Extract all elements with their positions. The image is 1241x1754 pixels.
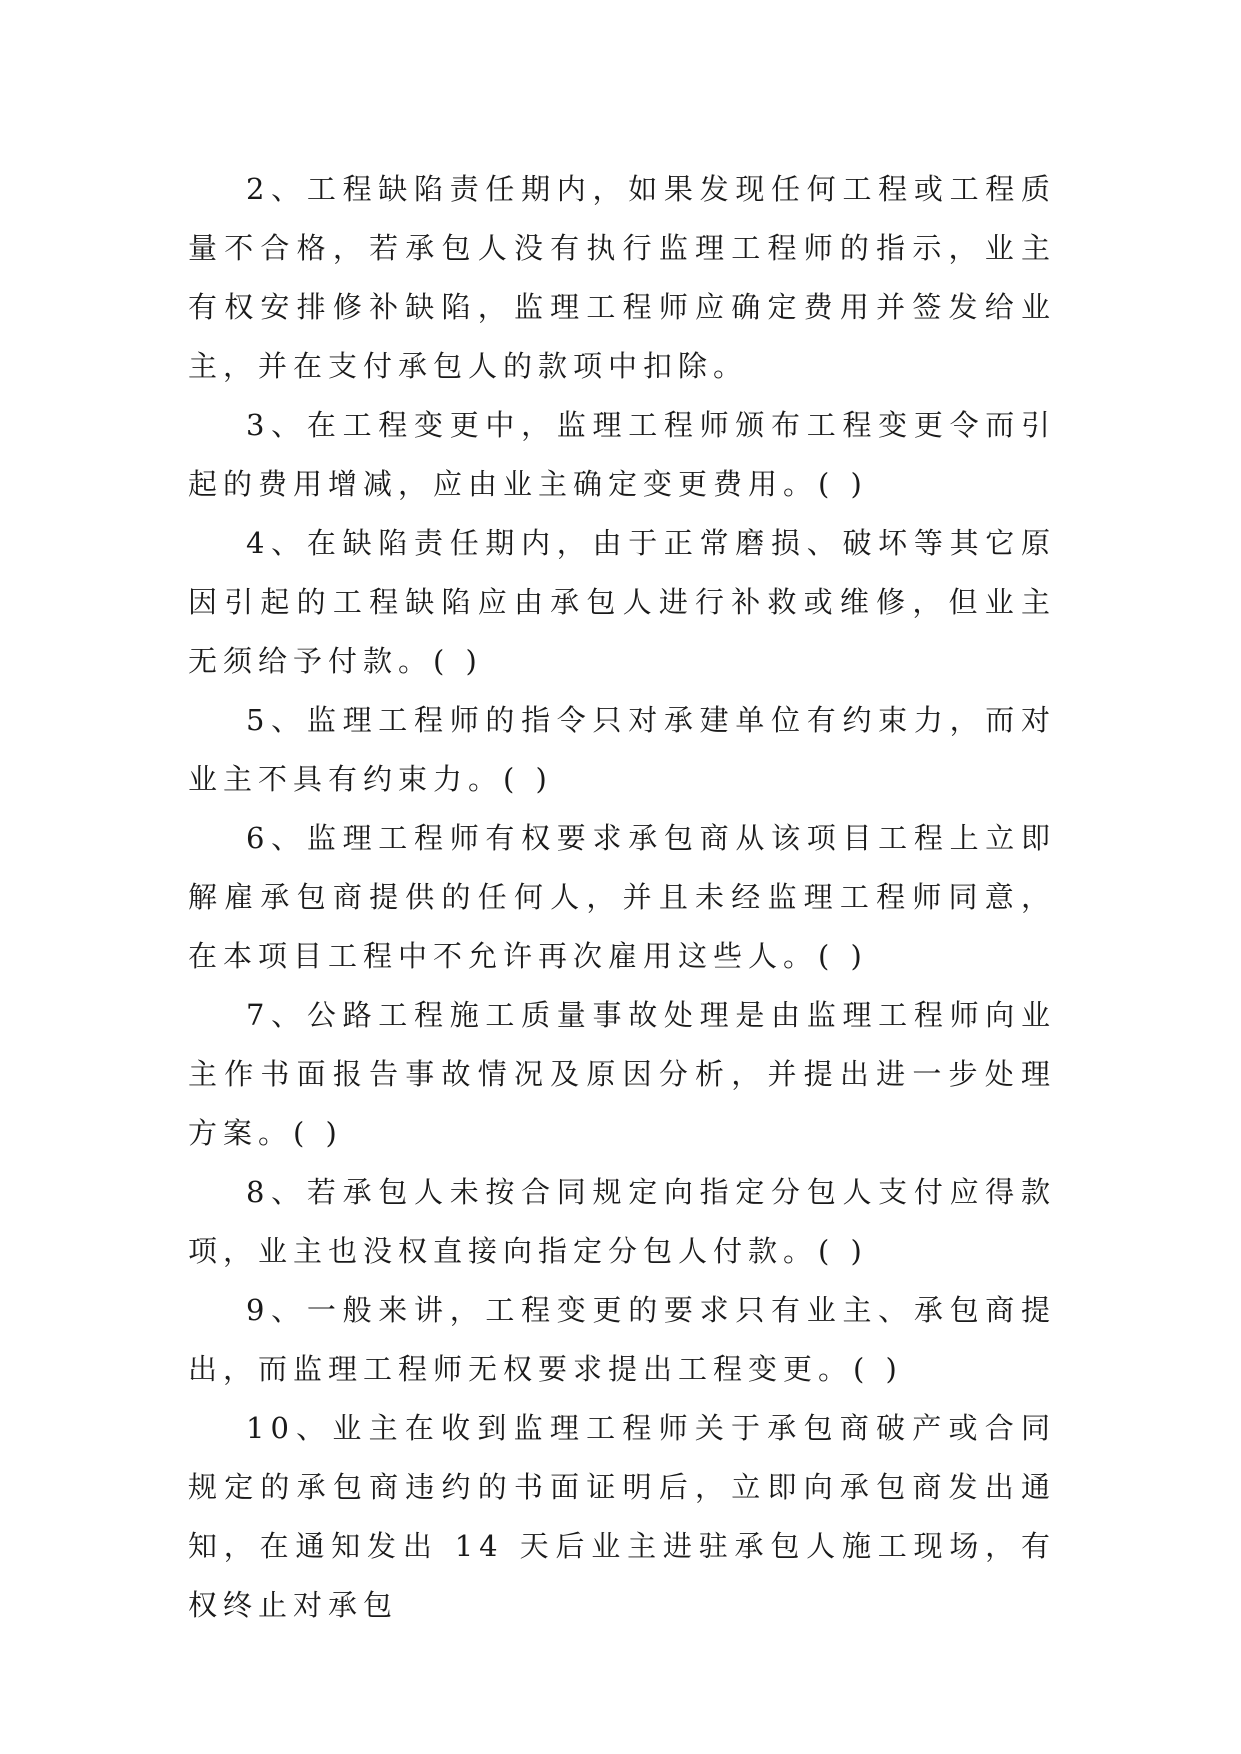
paragraph-item-7: 7、公路工程施工质量事故处理是由监理工程师向业主作书面报告事故情况及原因分析，并提出进一步处理方案。( ) — [188, 998, 1056, 1150]
paragraph-item-10: 10、业主在收到监理工程师关于承包商破产或合同规定的承包商违约的书面证明后，立即向承包商发出通知，在通知发出 14 天后业主进驻承包人施工现场，有权终止对承包 — [188, 1411, 1056, 1622]
paragraph-item-5: 5、监理工程师的指令只对承建单位有约束力，而对业主不具有约束力。( ) — [188, 703, 1056, 796]
paragraph-item-3: 3、在工程变更中，监理工程师颁布工程变更令而引起的费用增减，应由业主确定变更费用。( ) — [188, 408, 1056, 501]
document-body — [188, 160, 1056, 1635]
paragraph-item-9: 9、一般来讲，工程变更的要求只有业主、承包商提出，而监理工程师无权要求提出工程变更。( ) — [188, 1293, 1056, 1386]
paragraph-item-8: 8、若承包人未按合同规定向指定分包人支付应得款项，业主也没权直接向指定分包人付款。( ) — [188, 1175, 1056, 1268]
paragraph-item-4: 4、在缺陷责任期内，由于正常磨损、破坏等其它原因引起的工程缺陷应由承包人进行补救或维修，但业主无须给予付款。( ) — [188, 526, 1056, 678]
paragraph-item-2: 2、工程缺陷责任期内，如果发现任何工程或工程质量不合格，若承包人没有执行监理工程师的指示，业主有权安排修补缺陷，监理工程师应确定费用并签发给业主，并在支付承包人的款项中扣除。 — [188, 172, 1056, 383]
paragraph-item-6: 6、监理工程师有权要求承包商从该项目工程上立即解雇承包商提供的任何人，并且未经监理工程师同意，在本项目工程中不允许再次雇用这些人。( ) — [188, 821, 1056, 973]
